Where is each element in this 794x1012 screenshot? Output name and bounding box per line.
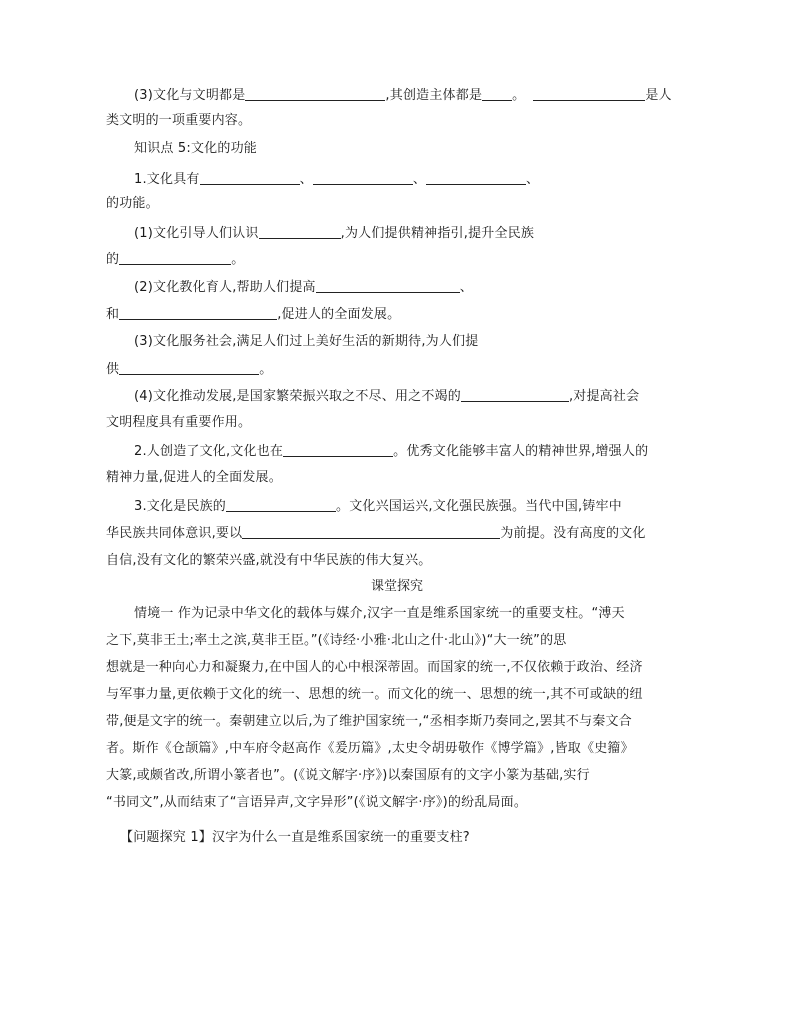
text-line	[134, 170, 539, 189]
line-text: 。	[512, 88, 526, 103]
text-line	[134, 333, 478, 351]
text-line	[106, 195, 159, 213]
line-text: 、	[412, 172, 427, 187]
line-text: 、	[299, 172, 313, 187]
line-text: ,对提高社会	[568, 389, 640, 404]
text-line	[106, 524, 646, 543]
line-text: 1.文化具有	[134, 172, 200, 187]
passage-line: 者。斯作《仓颉篇》,中车府令赵高作《爰历篇》,太史令胡毋敬作《博学篇》,皆取《史籀》	[106, 741, 634, 756]
line-text: 、	[459, 280, 473, 295]
line-text: 供	[106, 362, 120, 377]
line-text: ,其创造主体都是	[385, 88, 483, 103]
fill-blank[interactable]	[259, 224, 341, 239]
line-text: (4)文化推动发展,是国家繁荣振兴取之不尽、用之不竭的	[134, 389, 461, 404]
fill-blank[interactable]	[119, 360, 259, 375]
text-line	[106, 112, 251, 130]
line-text: 2.人创造了文化,文化也在	[134, 444, 284, 459]
text-line	[106, 305, 400, 324]
line-text: 是人	[645, 88, 672, 103]
line-text: 自信,没有文化的繁荣兴盛,就没有中华民族的伟大复兴。	[106, 553, 432, 568]
passage-line: “书同文”,从而结束了“言语异声,文字异形”(《说文解字·序》)的纷乱局面。	[106, 795, 528, 810]
line-text: ,为人们提供精神指引,提升全民族	[340, 226, 535, 241]
fill-blank[interactable]	[283, 442, 393, 457]
text-line	[134, 86, 672, 105]
line-text: 为前提。没有高度的文化	[500, 526, 646, 541]
line-text: ,促进人的全面发展。	[277, 307, 401, 322]
line-text: 的功能。	[106, 196, 159, 211]
fill-blank[interactable]	[242, 524, 500, 539]
fill-blank[interactable]	[119, 250, 231, 265]
line-text: 。	[259, 362, 273, 377]
fill-blank[interactable]	[482, 86, 512, 101]
line-text: 3.文化是民族的	[134, 499, 227, 514]
line-text: 文明程度具有重要作用。	[106, 415, 252, 430]
line-text: 。文化兴国运兴,文化强民族强。当代中国,铸牢中	[336, 499, 622, 514]
fill-blank[interactable]	[245, 86, 385, 101]
line-text: (3)文化与文明都是	[134, 88, 246, 103]
knowledge-point-heading	[134, 140, 257, 158]
fill-blank[interactable]	[533, 86, 645, 101]
passage-line: 之下,莫非王土;率土之滨,莫非王臣。”(《诗经·小雅·北山之什·北山》)“大一统”的思	[106, 633, 567, 648]
fill-blank[interactable]	[461, 387, 569, 402]
text-line	[106, 414, 251, 432]
line-text: 。	[231, 252, 245, 267]
fill-blank[interactable]	[426, 170, 526, 185]
line-text: (3)文化服务社会,满足人们过上美好生活的新期待,为人们提	[134, 334, 479, 349]
line-text: 和	[106, 307, 120, 322]
passage-line: 带,便是文字的统一。秦朝建立以后,为了维护国家统一,“丞相李斯乃奏同之,罢其不与秦文合	[106, 714, 632, 729]
text-line	[134, 497, 622, 516]
line-text: 知识点 5:文化的功能	[134, 141, 257, 156]
text-line	[106, 552, 431, 570]
fill-blank[interactable]	[316, 278, 460, 293]
line-text: 。优秀文化能够丰富人的精神世界,增强人的	[393, 444, 649, 459]
text-line	[106, 469, 282, 487]
line-text: 类文明的一项重要内容。	[106, 113, 252, 128]
passage-line: 情境一 作为记录中华文化的载体与媒介,汉字一直是维系国家统一的重要支柱。“溥天	[134, 606, 625, 621]
text-line	[134, 278, 473, 297]
line-text: 、	[526, 172, 540, 187]
line-text: (2)文化教化育人,帮助人们提高	[134, 280, 316, 295]
text-line	[134, 224, 534, 243]
section-title: 课堂探究	[370, 579, 423, 594]
inquiry-question: 【问题探究 1】汉字为什么一直是维系国家统一的重要支柱?	[120, 830, 470, 845]
fill-blank[interactable]	[119, 305, 277, 320]
fill-blank[interactable]	[226, 497, 336, 512]
passage-line: 与军事力量,更依赖于文化的统一、思想的统一。而文化的统一、思想的统一,其不可或缺的纽	[106, 687, 643, 702]
line-text: (1)文化引导人们认识	[134, 226, 259, 241]
fill-blank[interactable]	[200, 170, 300, 185]
text-line	[134, 442, 648, 461]
text-line	[106, 250, 244, 269]
text-line	[134, 387, 639, 406]
line-text: 的	[106, 252, 120, 267]
text-line	[106, 360, 272, 379]
passage-line: 想就是一种向心力和凝聚力,在中国人的心中根深蒂固。而国家的统一,不仅依赖于政治、经济	[106, 660, 643, 675]
fill-blank[interactable]	[313, 170, 413, 185]
line-text: 精神力量,促进人的全面发展。	[106, 470, 282, 485]
line-text: 华民族共同体意识,要以	[106, 526, 243, 541]
passage-line: 大篆,或颇省改,所谓小篆者也”。(《说文解字·序》)以秦国原有的文字小篆为基础,实行	[106, 768, 590, 783]
